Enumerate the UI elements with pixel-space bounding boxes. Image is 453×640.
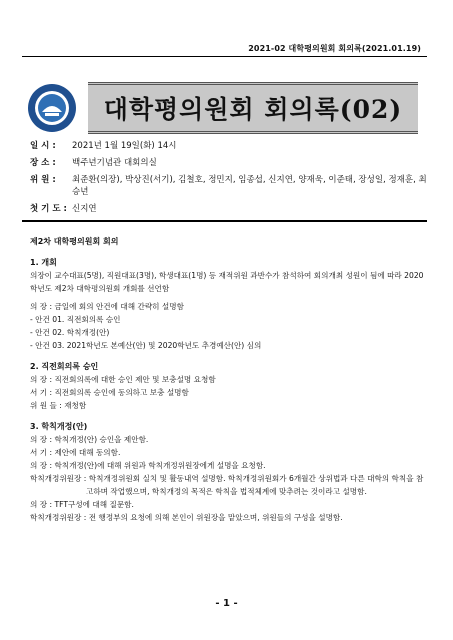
meta-rule [22, 220, 427, 222]
section-2-title: 2. 직전회의록 승인 [30, 362, 99, 371]
page-number: - 1 - [215, 598, 238, 609]
meta-recorder-value: 신지연 [72, 204, 97, 214]
section-1-chair-line: 의 장 : 금일에 회의 안건에 대해 간략히 설명함 [30, 302, 184, 311]
section-1-paragraph: 의장이 교수대표(5명), 직원대표(3명), 학생대표(1명) 등 재적위원 과반수가 참석하여 회의개최 성원이 됨에 따라 2020학년도 제2차 대학평의원회 개회를 선언함 [30, 271, 424, 293]
section-3-line-5: 의 장 : TFT구성에 대해 질문함. [30, 500, 134, 509]
meta-place-value: 백주년기념관 대회의실 [72, 158, 157, 168]
meeting-meta [30, 140, 430, 220]
agenda-item-3: - 안건 03. 2021학년도 본예산(안) 및 2020학년도 추경예산(안) 심의 [30, 341, 262, 350]
section-3-line-6: 학칙개정위원장 : 전 행정부의 요청에 의해 본인이 위원장을 맡았으며, 위원들의 구성을 설명함. [30, 513, 343, 522]
meta-recorder-row [30, 203, 430, 215]
section-3-line-4: 학칙개정위원장 : 학칙개정위원회 실치 및 활동내역 설명함. 학칙개정위원회가 6개월간 상위법과 다른 대학의 학칙을 참고하며 작업했으며, 학칙개정의 목적은 학칙을 법적체계에 맞추려는 것이라고 설명함. [30, 474, 424, 496]
meta-recorder-label: 첫 기 도 : [30, 204, 67, 214]
meta-date-row [30, 140, 430, 152]
section-2-line-1: 의 장 : 직전회의록에 대한 승인 제안 및 보충설명 요청함 [30, 375, 216, 384]
university-seal-icon [26, 82, 78, 134]
section-2-line-3: 위 원 들 : 재청함 [30, 401, 87, 410]
section-3-line-2: 서 기 : 제안에 대해 동의함. [30, 448, 121, 457]
meta-members-value: 최준환(의장), 박상진(서기), 김철호, 정민지, 임종섭, 신지연, 양재욱, 이준태, 장성일, 정재훈, 최승년 [72, 175, 427, 197]
section-1-title: 1. 개회 [30, 258, 57, 267]
meta-date-label: 일 시 : [30, 141, 56, 151]
document-title: 대학평의원회 회의록(02) [103, 95, 403, 124]
agenda-item-2: - 안건 02. 학칙개정(안) [30, 328, 110, 337]
section-3-line-3: 의 장 : 학칙개정(안)에 대해 위원과 학칙개정위원장에게 설명을 요청함. [30, 461, 266, 470]
section-3-title: 3. 학칙개정(안) [30, 422, 88, 431]
meta-date-value: 2021년 1월 19일(화) 14시 [72, 141, 177, 151]
title-band [88, 82, 418, 134]
section-2-line-2: 서 기 : 직전회의록 승인에 동의하고 보충 설명함 [30, 388, 189, 397]
meeting-heading: 제2차 대학평의원회 회의 [30, 237, 119, 246]
meta-place-label: 장 소 : [30, 158, 56, 168]
minutes-body [30, 235, 425, 524]
meta-members-label: 위 원 : [30, 175, 56, 185]
header-rule [22, 56, 427, 57]
header-note: 2021-02 대학평의원회 회의록(2021.01.19) [248, 44, 421, 53]
meta-place-row [30, 157, 430, 169]
section-3-line-1: 의 장 : 학칙개정(안) 승인을 제안함. [30, 435, 149, 444]
meta-members-row [30, 174, 430, 198]
agenda-item-1: - 안건 01. 직전회의록 승인 [30, 315, 121, 324]
